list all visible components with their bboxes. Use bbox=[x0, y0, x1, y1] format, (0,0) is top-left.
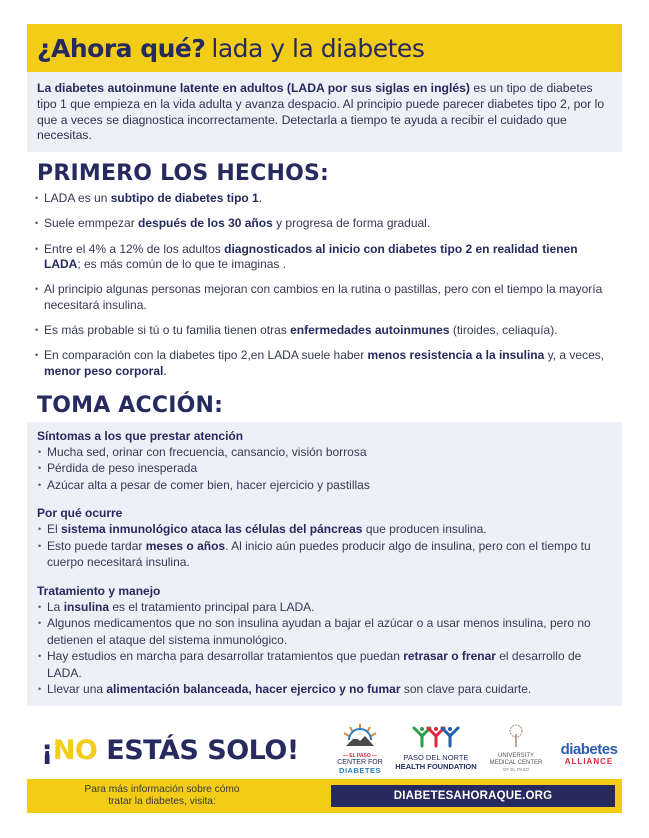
logo-university-medical-center[interactable] bbox=[482, 724, 550, 773]
people-figures-icon bbox=[408, 724, 464, 748]
text: Pérdida de peso inesperada bbox=[47, 461, 198, 476]
group-title: Tratamiento y manejo bbox=[37, 583, 161, 598]
text: (tiroides, celiaquía). bbox=[449, 322, 558, 337]
umc-line1: UNIVERSITY bbox=[497, 753, 534, 759]
logo-el-paso-center-for-diabetes[interactable] bbox=[332, 722, 388, 775]
action-item bbox=[37, 538, 612, 571]
title-bold: ¿Ahora qué? bbox=[37, 33, 206, 63]
text: LADA es un bbox=[44, 191, 111, 206]
text: y progresa de forma gradual. bbox=[272, 216, 431, 231]
text: Entre el 4% a 12% de los adultos bbox=[44, 241, 225, 256]
text: son clave para cuidarte. bbox=[400, 682, 532, 697]
fact-item bbox=[27, 242, 622, 273]
action-item bbox=[37, 521, 612, 538]
text: Algunos medicamentos que no son insulina ayudan a bajar el azúcar o a usar menos insulina, pero no detienen el ataque del sistema inmunológico. bbox=[47, 616, 591, 647]
title-bar bbox=[27, 24, 622, 72]
pdn-line2: HEALTH FOUNDATION bbox=[395, 762, 477, 771]
bottom-banner bbox=[27, 722, 622, 778]
pdn-line1: PASO DEL NORTE bbox=[403, 753, 469, 762]
action-item bbox=[37, 444, 612, 461]
bold-text: insulina bbox=[63, 599, 110, 614]
text: que producen insulina. bbox=[362, 522, 487, 537]
fact-item bbox=[27, 323, 622, 338]
partner-logos bbox=[332, 722, 622, 778]
text: Azúcar alta a pesar de comer bien, hacer ejercicio y pastillas bbox=[47, 477, 370, 492]
text: En comparación con la diabetes tipo 2,en LADA suele haber bbox=[44, 348, 368, 363]
action-box bbox=[27, 422, 622, 706]
text: La bbox=[47, 599, 64, 614]
text: Al principio algunas personas mejoran con cambios en la rutina o pastillas, pero con el tiempo la mayoría necesitará insulina. bbox=[44, 282, 603, 312]
intro-text: es un tipo de diabetes tipo 1 que empieza en la vida adulta y avanza despacio. Al principio puede parecer diabetes tipo 2, por lo que a veces se diagnostica incorrectamente. Detectarla a tiempo te ayuda a recibir el cuidado que necesitas. bbox=[37, 81, 605, 143]
action-item bbox=[37, 615, 612, 648]
logo-paso-del-norte[interactable] bbox=[394, 724, 478, 771]
fact-item bbox=[27, 191, 622, 206]
bold-text: después de los 30 años bbox=[138, 216, 273, 231]
umc-line3: OF EL PASO bbox=[502, 767, 530, 772]
group-title: Síntomas a los que prestar atención bbox=[37, 428, 244, 443]
fact-item bbox=[27, 282, 622, 313]
facts-heading: PRIMERO LOS HECHOS: bbox=[37, 161, 330, 187]
text: . bbox=[258, 191, 263, 206]
group-list bbox=[37, 444, 612, 494]
sun-mountain-icon bbox=[340, 722, 380, 748]
bold-text: alimentación balanceada, hacer ejercico y no fumar bbox=[106, 682, 401, 697]
bold-text: sistema inmunológico ataca las células del páncreas bbox=[61, 522, 363, 537]
intro-bold: La diabetes autoinmune latente en adultos (LADA por sus siglas en inglés) bbox=[37, 81, 470, 95]
title-rest: lada y la diabetes bbox=[211, 33, 425, 63]
slogan-rest: ESTÁS SOLO! bbox=[97, 735, 299, 766]
action-item bbox=[37, 460, 612, 477]
fact-item bbox=[27, 216, 622, 231]
slogan-yellow: NO bbox=[52, 735, 98, 766]
footer-info: Para más información sobre cómo tratar la diabetes, visita: bbox=[84, 784, 240, 807]
text: Llevar una bbox=[47, 682, 107, 697]
action-group bbox=[37, 505, 612, 571]
text: . bbox=[163, 363, 167, 378]
action-item bbox=[37, 648, 612, 681]
bold-text: subtipo de diabetes tipo 1 bbox=[110, 191, 259, 206]
text: es el tratamiento principal para LADA. bbox=[109, 599, 315, 614]
group-list bbox=[37, 599, 612, 698]
flyer bbox=[27, 24, 622, 706]
facts-list bbox=[27, 191, 622, 379]
elpaso-top: — EL PASO — bbox=[342, 753, 378, 759]
text: Mucha sed, orinar con frecuencia, cansancio, visión borrosa bbox=[47, 444, 367, 459]
text: Hay estudios en marcha para desarrollar tratamientos que puedan bbox=[47, 649, 404, 664]
da-line2: ALLIANCE bbox=[564, 757, 614, 766]
tree-icon bbox=[508, 724, 524, 748]
elpaso-line1: CENTER FOR bbox=[337, 759, 383, 766]
text: Suele emmpezar bbox=[44, 216, 139, 231]
action-item bbox=[37, 599, 612, 616]
elpaso-line2: DIABETES bbox=[339, 766, 381, 775]
text: ; es más común de lo que te imaginas . bbox=[77, 257, 287, 272]
da-line1: diabetes bbox=[560, 741, 618, 758]
fact-item bbox=[27, 348, 622, 379]
slogan-mark: ¡ bbox=[41, 735, 53, 766]
text: Es más probable si tú o tu familia tienen otras bbox=[44, 322, 291, 337]
bold-text: enfermedades autoinmunes bbox=[290, 322, 450, 337]
action-heading: TOMA ACCIÓN: bbox=[37, 392, 224, 418]
umc-line2: MEDICAL CENTER bbox=[489, 760, 543, 766]
text: El bbox=[47, 522, 62, 537]
bold-text: diagnosticados al inicio con diabetes tipo 2 en realidad tienen LADA bbox=[44, 241, 578, 272]
action-item bbox=[37, 681, 612, 698]
logo-diabetes-alliance[interactable] bbox=[554, 742, 624, 767]
slogan bbox=[41, 735, 299, 766]
text: Esto puede tardar bbox=[47, 538, 146, 553]
bold-text: retrasar o frenar bbox=[403, 649, 496, 664]
bold-text: menos resistencia a la insulina bbox=[367, 348, 545, 363]
intro-paragraph bbox=[27, 72, 622, 152]
bold-text: meses o años bbox=[145, 538, 226, 553]
website-link[interactable]: DIABETESAHORAQUE.ORG bbox=[331, 785, 615, 807]
group-title: Por qué ocurre bbox=[37, 506, 123, 521]
bold-text: menor peso corporal bbox=[44, 363, 164, 378]
action-item bbox=[37, 477, 612, 494]
group-list bbox=[37, 521, 612, 571]
footer-bar bbox=[27, 779, 622, 813]
text: y, a veces, bbox=[544, 348, 605, 363]
action-group bbox=[37, 583, 612, 698]
text: el desarrollo de LADA. bbox=[47, 649, 582, 680]
text: . Al inicio aún puedes producir algo de insulina, pero con el tiempo tu cuerpo necesitará insulina. bbox=[47, 538, 591, 570]
action-group bbox=[37, 428, 612, 494]
